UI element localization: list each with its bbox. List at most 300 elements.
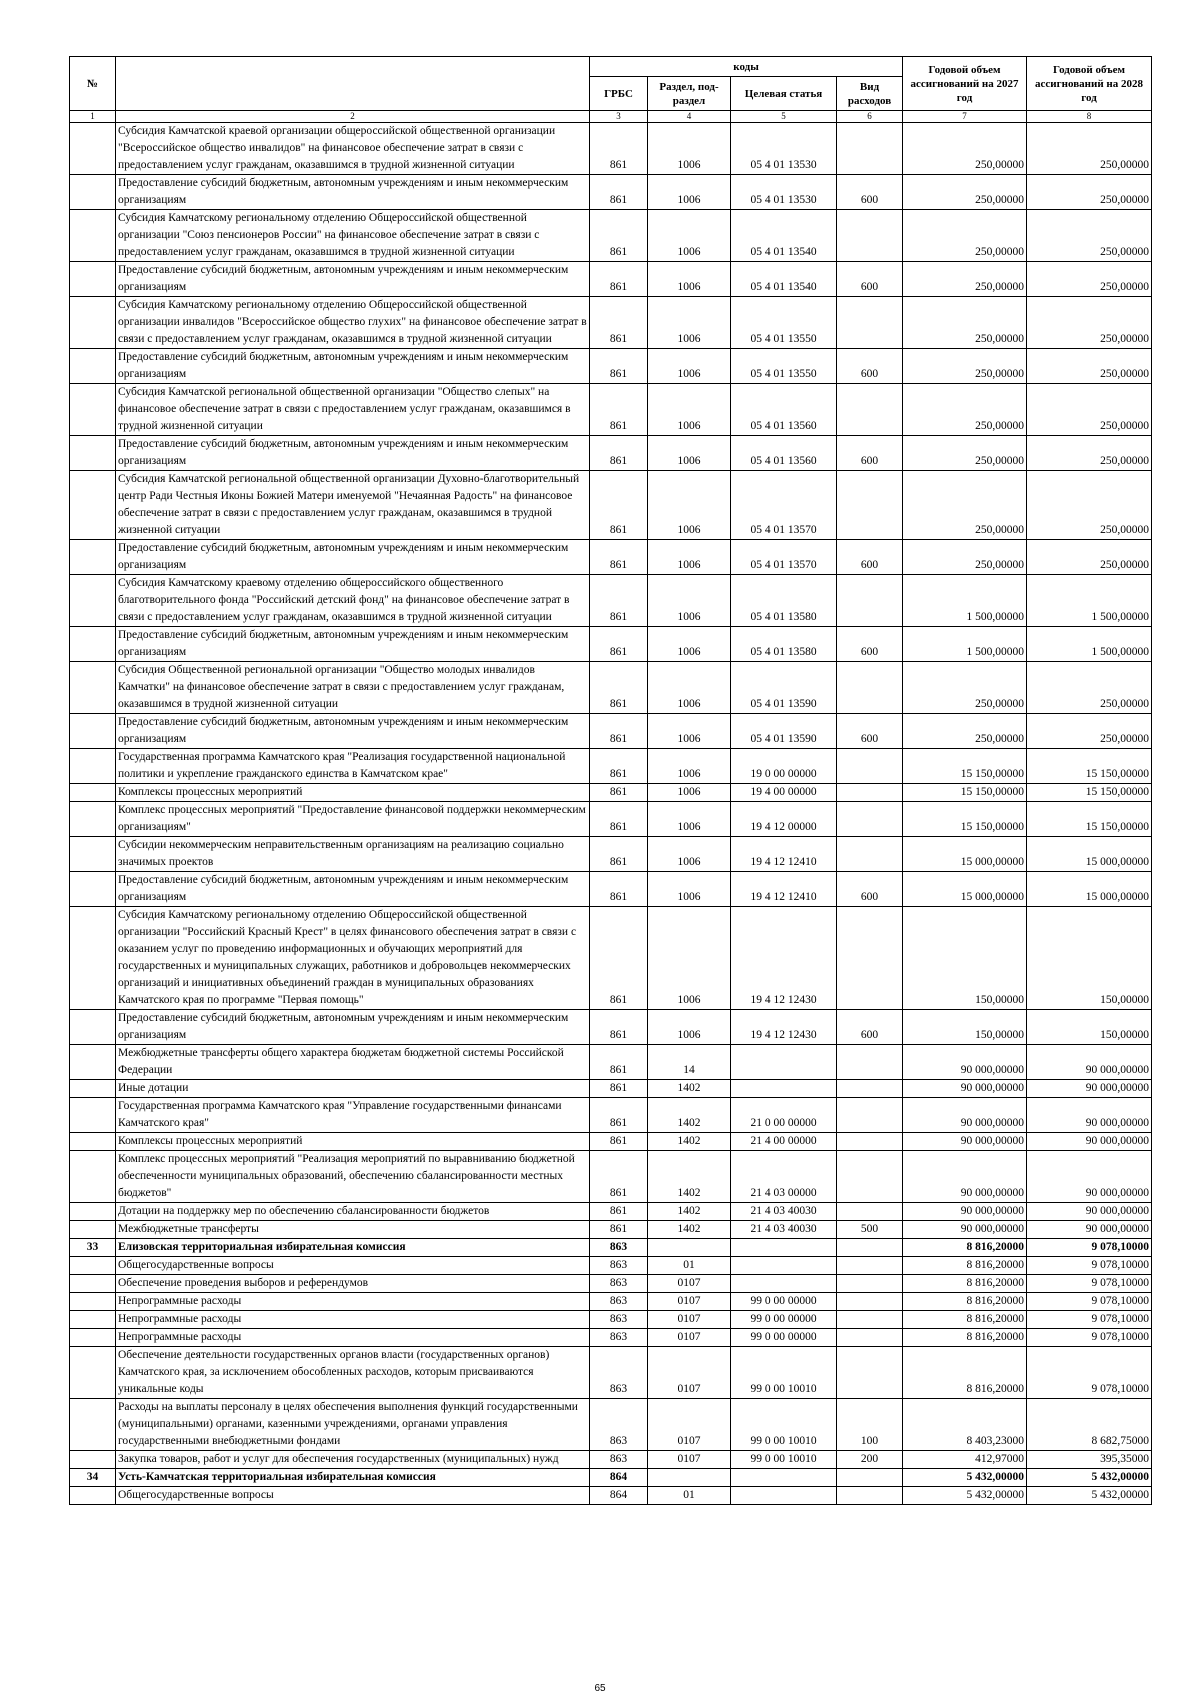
row-razdel — [648, 1239, 731, 1257]
row-amount-2027: 5 432,00000 — [903, 1487, 1027, 1505]
row-target: 05 4 01 13560 — [731, 384, 837, 436]
row-razdel: 1402 — [648, 1221, 731, 1239]
column-number: 3 — [590, 111, 648, 123]
row-amount-2028: 250,00000 — [1027, 297, 1152, 349]
row-razdel: 1006 — [648, 837, 731, 872]
row-number — [70, 1293, 116, 1311]
row-vid: 500 — [837, 1221, 903, 1239]
row-razdel: 1006 — [648, 714, 731, 749]
row-amount-2027: 8 816,20000 — [903, 1329, 1027, 1347]
row-amount-2027: 250,00000 — [903, 436, 1027, 471]
row-name: Комплексы процессных мероприятий — [116, 1133, 590, 1151]
table-row — [70, 1257, 1152, 1275]
column-number: 4 — [648, 111, 731, 123]
row-number — [70, 540, 116, 575]
row-name: Межбюджетные трансферты — [116, 1221, 590, 1239]
row-razdel: 1006 — [648, 662, 731, 714]
row-vid — [837, 1293, 903, 1311]
row-grbs: 861 — [590, 627, 648, 662]
row-vid — [837, 1098, 903, 1133]
row-number — [70, 175, 116, 210]
row-razdel: 1006 — [648, 802, 731, 837]
row-grbs: 861 — [590, 1098, 648, 1133]
row-amount-2028: 250,00000 — [1027, 123, 1152, 175]
row-amount-2027: 90 000,00000 — [903, 1098, 1027, 1133]
row-grbs: 863 — [590, 1293, 648, 1311]
column-number: 1 — [70, 111, 116, 123]
row-name: Обеспечение деятельности государственных органов власти (государственных органов) Камчатского края, за исключением обособленных расходов, которым присваиваются уникальные коды — [116, 1347, 590, 1399]
row-razdel: 0107 — [648, 1399, 731, 1451]
row-razdel: 1402 — [648, 1080, 731, 1098]
header-2027: Годовой объем ассигнований на 2027 год — [903, 57, 1027, 111]
row-name: Общегосударственные вопросы — [116, 1257, 590, 1275]
row-number — [70, 1098, 116, 1133]
row-amount-2027: 250,00000 — [903, 540, 1027, 575]
table-row — [70, 1151, 1152, 1203]
row-amount-2028: 15 150,00000 — [1027, 802, 1152, 837]
column-number: 6 — [837, 111, 903, 123]
row-name: Непрограммные расходы — [116, 1293, 590, 1311]
table-row — [70, 784, 1152, 802]
row-amount-2027: 15 000,00000 — [903, 837, 1027, 872]
row-target: 05 4 01 13550 — [731, 349, 837, 384]
row-number — [70, 1045, 116, 1080]
row-grbs: 861 — [590, 802, 648, 837]
row-vid — [837, 1257, 903, 1275]
row-target: 05 4 01 13540 — [731, 262, 837, 297]
row-vid: 600 — [837, 872, 903, 907]
row-amount-2028: 1 500,00000 — [1027, 575, 1152, 627]
row-amount-2028: 9 078,10000 — [1027, 1275, 1152, 1293]
row-razdel: 1006 — [648, 297, 731, 349]
row-grbs: 861 — [590, 297, 648, 349]
row-vid: 600 — [837, 349, 903, 384]
row-number — [70, 802, 116, 837]
row-razdel: 1402 — [648, 1151, 731, 1203]
table-row — [70, 540, 1152, 575]
row-amount-2028: 250,00000 — [1027, 662, 1152, 714]
row-razdel: 1402 — [648, 1098, 731, 1133]
row-amount-2027: 90 000,00000 — [903, 1151, 1027, 1203]
row-grbs: 864 — [590, 1487, 648, 1505]
row-grbs: 861 — [590, 575, 648, 627]
row-target: 05 4 01 13570 — [731, 471, 837, 540]
row-name: Предоставление субсидий бюджетным, автономным учреждениям и иным некоммерческим организациям — [116, 175, 590, 210]
row-target: 19 4 12 12410 — [731, 872, 837, 907]
row-amount-2028: 15 150,00000 — [1027, 784, 1152, 802]
row-grbs: 863 — [590, 1329, 648, 1347]
row-name: Субсидия Камчатскому региональному отделению Общероссийской общественной организации "Союз пенсионеров России" на финансовое обеспечение затрат в связи с предоставлением услуг гражданам, оказавшимся в трудной жизненной ситуации — [116, 210, 590, 262]
table-row — [70, 1045, 1152, 1080]
table-row — [70, 575, 1152, 627]
row-razdel: 1402 — [648, 1133, 731, 1151]
row-target: 21 4 03 40030 — [731, 1221, 837, 1239]
row-name: Закупка товаров, работ и услуг для обеспечения государственных (муниципальных) нужд — [116, 1451, 590, 1469]
table-row — [70, 1098, 1152, 1133]
row-amount-2027: 1 500,00000 — [903, 575, 1027, 627]
row-amount-2028: 15 000,00000 — [1027, 872, 1152, 907]
row-target: 99 0 00 00000 — [731, 1293, 837, 1311]
row-target — [731, 1239, 837, 1257]
row-vid — [837, 784, 903, 802]
column-number: 7 — [903, 111, 1027, 123]
row-target — [731, 1275, 837, 1293]
row-name: Предоставление субсидий бюджетным, автономным учреждениям и иным некоммерческим организациям — [116, 1010, 590, 1045]
row-amount-2027: 8 816,20000 — [903, 1275, 1027, 1293]
row-target: 05 4 01 13590 — [731, 662, 837, 714]
row-razdel: 1006 — [648, 627, 731, 662]
row-name: Обеспечение проведения выборов и референдумов — [116, 1275, 590, 1293]
row-amount-2028: 250,00000 — [1027, 262, 1152, 297]
table-row — [70, 1293, 1152, 1311]
row-vid — [837, 384, 903, 436]
row-razdel: 1006 — [648, 436, 731, 471]
table-row — [70, 1133, 1152, 1151]
row-target — [731, 1045, 837, 1080]
page-number: 65 — [594, 1683, 606, 1694]
table-row — [70, 627, 1152, 662]
row-grbs: 861 — [590, 1080, 648, 1098]
row-amount-2027: 150,00000 — [903, 907, 1027, 1010]
row-target: 19 4 12 00000 — [731, 802, 837, 837]
row-razdel: 1006 — [648, 262, 731, 297]
row-number — [70, 1347, 116, 1399]
row-grbs: 861 — [590, 1151, 648, 1203]
row-name: Субсидии некоммерческим неправительственным организациям на реализацию социально значимых проектов — [116, 837, 590, 872]
row-name: Предоставление субсидий бюджетным, автономным учреждениям и иным некоммерческим организациям — [116, 627, 590, 662]
row-grbs: 863 — [590, 1399, 648, 1451]
row-vid — [837, 1275, 903, 1293]
row-amount-2028: 90 000,00000 — [1027, 1221, 1152, 1239]
row-name: Комплекс процессных мероприятий "Реализация мероприятий по выравниванию бюджетной обеспеченности муниципальных образований, обеспечению сбалансированности местных бюджетов" — [116, 1151, 590, 1203]
row-name: Предоставление субсидий бюджетным, автономным учреждениям и иным некоммерческим организациям — [116, 872, 590, 907]
row-amount-2028: 5 432,00000 — [1027, 1487, 1152, 1505]
column-number: 5 — [731, 111, 837, 123]
row-target — [731, 1487, 837, 1505]
row-amount-2027: 8 403,23000 — [903, 1399, 1027, 1451]
row-name: Субсидия Камчатскому региональному отделению Общероссийской общественной организации "Российский Красный Крест" в целях финансового обеспечения затрат в связи с оказанием услуг по проведению информационных и обучающих мероприятий для государственных и муниципальных служащих, работников и добровольцев некоммерческих организаций и инициативных объединений граждан в муниципальных образованиях Камчатского края по программе "Первая помощь" — [116, 907, 590, 1010]
row-razdel: 1006 — [648, 175, 731, 210]
row-amount-2027: 150,00000 — [903, 1010, 1027, 1045]
row-target: 21 0 00 00000 — [731, 1098, 837, 1133]
row-razdel: 0107 — [648, 1451, 731, 1469]
table-row — [70, 210, 1152, 262]
row-target: 99 0 00 00000 — [731, 1329, 837, 1347]
table-row — [70, 714, 1152, 749]
row-amount-2028: 250,00000 — [1027, 540, 1152, 575]
row-amount-2027: 412,97000 — [903, 1451, 1027, 1469]
row-name: Государственная программа Камчатского края "Управление государственными финансами Камчатского края" — [116, 1098, 590, 1133]
row-number — [70, 872, 116, 907]
header-grbs: ГРБС — [590, 77, 648, 111]
row-vid: 600 — [837, 262, 903, 297]
row-name: Расходы на выплаты персоналу в целях обеспечения выполнения функций государственными (муниципальными) органами, казенными учреждениями, органами управления государственными внебюджетными фондами — [116, 1399, 590, 1451]
table-row — [70, 384, 1152, 436]
row-grbs: 861 — [590, 262, 648, 297]
row-amount-2028: 8 682,75000 — [1027, 1399, 1152, 1451]
row-amount-2028: 9 078,10000 — [1027, 1257, 1152, 1275]
row-name: Непрограммные расходы — [116, 1311, 590, 1329]
row-number — [70, 349, 116, 384]
row-target: 05 4 01 13570 — [731, 540, 837, 575]
row-grbs: 861 — [590, 662, 648, 714]
row-target: 05 4 01 13540 — [731, 210, 837, 262]
row-amount-2028: 90 000,00000 — [1027, 1098, 1152, 1133]
row-target: 99 0 00 10010 — [731, 1347, 837, 1399]
row-amount-2028: 150,00000 — [1027, 907, 1152, 1010]
column-number: 8 — [1027, 111, 1152, 123]
table-row — [70, 1275, 1152, 1293]
row-number — [70, 662, 116, 714]
header-no: № — [70, 57, 116, 111]
row-amount-2027: 250,00000 — [903, 714, 1027, 749]
row-amount-2027: 15 150,00000 — [903, 802, 1027, 837]
row-grbs: 861 — [590, 210, 648, 262]
row-grbs: 863 — [590, 1451, 648, 1469]
row-amount-2027: 5 432,00000 — [903, 1469, 1027, 1487]
row-amount-2028: 15 150,00000 — [1027, 749, 1152, 784]
row-target: 19 4 00 00000 — [731, 784, 837, 802]
table-row — [70, 872, 1152, 907]
column-numbers-row — [70, 111, 1152, 123]
row-vid — [837, 1080, 903, 1098]
row-amount-2027: 250,00000 — [903, 175, 1027, 210]
row-name: Комплексы процессных мероприятий — [116, 784, 590, 802]
row-target: 19 4 12 12430 — [731, 907, 837, 1010]
row-name: Предоставление субсидий бюджетным, автономным учреждениям и иным некоммерческим организациям — [116, 436, 590, 471]
table-row — [70, 1239, 1152, 1257]
row-target: 99 0 00 10010 — [731, 1399, 837, 1451]
row-amount-2028: 9 078,10000 — [1027, 1347, 1152, 1399]
row-name: Предоставление субсидий бюджетным, автономным учреждениям и иным некоммерческим организациям — [116, 540, 590, 575]
table-row — [70, 1451, 1152, 1469]
row-amount-2027: 250,00000 — [903, 471, 1027, 540]
row-amount-2028: 250,00000 — [1027, 471, 1152, 540]
row-number — [70, 1329, 116, 1347]
table-row — [70, 1469, 1152, 1487]
row-vid: 600 — [837, 540, 903, 575]
row-grbs: 861 — [590, 1203, 648, 1221]
table-row — [70, 837, 1152, 872]
row-target: 05 4 01 13590 — [731, 714, 837, 749]
row-amount-2028: 90 000,00000 — [1027, 1045, 1152, 1080]
row-amount-2028: 395,35000 — [1027, 1451, 1152, 1469]
row-razdel — [648, 1469, 731, 1487]
row-name: Усть-Камчатская территориальная избирательная комиссия — [116, 1469, 590, 1487]
row-name: Комплекс процессных мероприятий "Предоставление финансовой поддержки некоммерческим организациям" — [116, 802, 590, 837]
row-amount-2027: 1 500,00000 — [903, 627, 1027, 662]
row-name: Межбюджетные трансферты общего характера бюджетам бюджетной системы Российской Федерации — [116, 1045, 590, 1080]
row-target: 05 4 01 13580 — [731, 627, 837, 662]
row-vid — [837, 1469, 903, 1487]
row-grbs: 861 — [590, 540, 648, 575]
row-amount-2028: 5 432,00000 — [1027, 1469, 1152, 1487]
table-row — [70, 1329, 1152, 1347]
row-vid: 600 — [837, 627, 903, 662]
row-vid: 200 — [837, 1451, 903, 1469]
row-razdel: 1006 — [648, 872, 731, 907]
row-number — [70, 1257, 116, 1275]
row-target: 21 4 03 00000 — [731, 1151, 837, 1203]
row-amount-2027: 90 000,00000 — [903, 1080, 1027, 1098]
row-name: Дотации на поддержку мер по обеспечению сбалансированности бюджетов — [116, 1203, 590, 1221]
row-razdel: 1006 — [648, 540, 731, 575]
row-name: Субсидия Камчатскому краевому отделению общероссийского общественного благотворительного фонда "Российский детский фонд" на финансовое обеспечение затрат в связи с предоставлением услуг гражданам, оказавшимся в трудной жизненной ситуации — [116, 575, 590, 627]
row-target — [731, 1080, 837, 1098]
row-amount-2028: 250,00000 — [1027, 210, 1152, 262]
row-amount-2027: 8 816,20000 — [903, 1347, 1027, 1399]
row-number — [70, 262, 116, 297]
row-grbs: 861 — [590, 749, 648, 784]
row-grbs: 861 — [590, 175, 648, 210]
header-razdel: Раздел, под-раздел — [648, 77, 731, 111]
row-razdel: 1006 — [648, 349, 731, 384]
header-target: Целевая статья — [731, 77, 837, 111]
row-vid — [837, 1133, 903, 1151]
table-row — [70, 262, 1152, 297]
row-target: 99 0 00 10010 — [731, 1451, 837, 1469]
row-number — [70, 907, 116, 1010]
row-grbs: 861 — [590, 384, 648, 436]
header-codes: коды — [590, 57, 903, 77]
row-amount-2027: 250,00000 — [903, 297, 1027, 349]
row-amount-2027: 250,00000 — [903, 262, 1027, 297]
row-name: Субсидия Камчатской краевой организации общероссийской общественной организации "Всероссийское общество инвалидов" на финансовое обеспечение затрат в связи с предоставлением услуг гражданам, оказавшимся в трудной жизненной ситуации — [116, 123, 590, 175]
row-amount-2027: 8 816,20000 — [903, 1239, 1027, 1257]
row-target: 05 4 01 13580 — [731, 575, 837, 627]
table-row — [70, 802, 1152, 837]
row-name: Предоставление субсидий бюджетным, автономным учреждениям и иным некоммерческим организациям — [116, 714, 590, 749]
row-vid — [837, 1203, 903, 1221]
row-target: 21 4 00 00000 — [731, 1133, 837, 1151]
row-amount-2027: 15 000,00000 — [903, 872, 1027, 907]
table-row — [70, 1487, 1152, 1505]
row-number — [70, 436, 116, 471]
row-vid — [837, 471, 903, 540]
row-vid — [837, 802, 903, 837]
row-name: Предоставление субсидий бюджетным, автономным учреждениям и иным некоммерческим организациям — [116, 349, 590, 384]
row-number — [70, 123, 116, 175]
row-vid: 100 — [837, 1399, 903, 1451]
row-name: Общегосударственные вопросы — [116, 1487, 590, 1505]
row-amount-2028: 15 000,00000 — [1027, 837, 1152, 872]
row-razdel: 1006 — [648, 384, 731, 436]
row-razdel: 0107 — [648, 1275, 731, 1293]
row-vid — [837, 123, 903, 175]
header-2028: Годовой объем ассигнований на 2028 год — [1027, 57, 1152, 111]
row-razdel: 1006 — [648, 1010, 731, 1045]
row-amount-2028: 250,00000 — [1027, 349, 1152, 384]
table-row — [70, 1221, 1152, 1239]
header-name — [116, 57, 590, 111]
row-number — [70, 471, 116, 540]
row-amount-2027: 250,00000 — [903, 210, 1027, 262]
row-target: 05 4 01 13550 — [731, 297, 837, 349]
table-row — [70, 1010, 1152, 1045]
row-number — [70, 1275, 116, 1293]
row-number — [70, 1080, 116, 1098]
row-number — [70, 749, 116, 784]
row-grbs: 861 — [590, 837, 648, 872]
row-grbs: 861 — [590, 714, 648, 749]
table-row — [70, 471, 1152, 540]
row-amount-2028: 90 000,00000 — [1027, 1151, 1152, 1203]
row-razdel: 1006 — [648, 749, 731, 784]
row-razdel: 0107 — [648, 1311, 731, 1329]
row-amount-2028: 1 500,00000 — [1027, 627, 1152, 662]
row-name: Субсидия Камчатской региональной общественной организации Духовно-благотворительный центр Ради Честныя Иконы Божией Матери именуемой "Нечаянная Радость" на финансовое обеспечение затрат в связи с предоставлением услуг гражданам, оказавшимся в трудной жизненной ситуации — [116, 471, 590, 540]
table-row — [70, 1311, 1152, 1329]
row-razdel: 0107 — [648, 1329, 731, 1347]
row-vid — [837, 837, 903, 872]
row-grbs: 863 — [590, 1347, 648, 1399]
row-amount-2028: 150,00000 — [1027, 1010, 1152, 1045]
row-amount-2028: 250,00000 — [1027, 714, 1152, 749]
row-vid — [837, 1329, 903, 1347]
row-razdel: 1006 — [648, 784, 731, 802]
row-number — [70, 714, 116, 749]
row-vid: 600 — [837, 436, 903, 471]
row-target — [731, 1257, 837, 1275]
row-amount-2027: 15 150,00000 — [903, 749, 1027, 784]
row-amount-2027: 250,00000 — [903, 384, 1027, 436]
row-name: Субсидия Общественной региональной организации "Общество молодых инвалидов Камчатки" на финансовое обеспечение затрат в связи с предоставлением услуг гражданам, оказавшимся в трудной жизненной ситуации — [116, 662, 590, 714]
row-amount-2027: 90 000,00000 — [903, 1045, 1027, 1080]
row-razdel: 1006 — [648, 210, 731, 262]
row-vid: 600 — [837, 1010, 903, 1045]
row-grbs: 864 — [590, 1469, 648, 1487]
table-row — [70, 123, 1152, 175]
row-number — [70, 210, 116, 262]
row-vid — [837, 1347, 903, 1399]
row-razdel: 0107 — [648, 1293, 731, 1311]
row-target: 05 4 01 13560 — [731, 436, 837, 471]
row-razdel: 0107 — [648, 1347, 731, 1399]
column-number: 2 — [116, 111, 590, 123]
row-number — [70, 1010, 116, 1045]
row-grbs: 863 — [590, 1239, 648, 1257]
row-vid — [837, 297, 903, 349]
row-amount-2027: 8 816,20000 — [903, 1311, 1027, 1329]
row-grbs: 861 — [590, 123, 648, 175]
table-row — [70, 749, 1152, 784]
row-amount-2028: 90 000,00000 — [1027, 1133, 1152, 1151]
row-vid — [837, 575, 903, 627]
row-amount-2028: 9 078,10000 — [1027, 1311, 1152, 1329]
row-grbs: 861 — [590, 784, 648, 802]
row-grbs: 861 — [590, 907, 648, 1010]
row-grbs: 861 — [590, 1010, 648, 1045]
row-vid — [837, 749, 903, 784]
row-vid — [837, 662, 903, 714]
row-number: 34 — [70, 1469, 116, 1487]
row-vid — [837, 210, 903, 262]
row-number — [70, 297, 116, 349]
row-razdel: 01 — [648, 1257, 731, 1275]
row-target: 21 4 03 40030 — [731, 1203, 837, 1221]
row-number — [70, 1311, 116, 1329]
row-number — [70, 1399, 116, 1451]
row-target — [731, 1469, 837, 1487]
row-grbs: 861 — [590, 1221, 648, 1239]
row-amount-2027: 8 816,20000 — [903, 1293, 1027, 1311]
row-grbs: 863 — [590, 1275, 648, 1293]
row-vid — [837, 1311, 903, 1329]
row-amount-2027: 250,00000 — [903, 349, 1027, 384]
row-vid: 600 — [837, 714, 903, 749]
row-amount-2028: 9 078,10000 — [1027, 1239, 1152, 1257]
row-amount-2028: 90 000,00000 — [1027, 1080, 1152, 1098]
